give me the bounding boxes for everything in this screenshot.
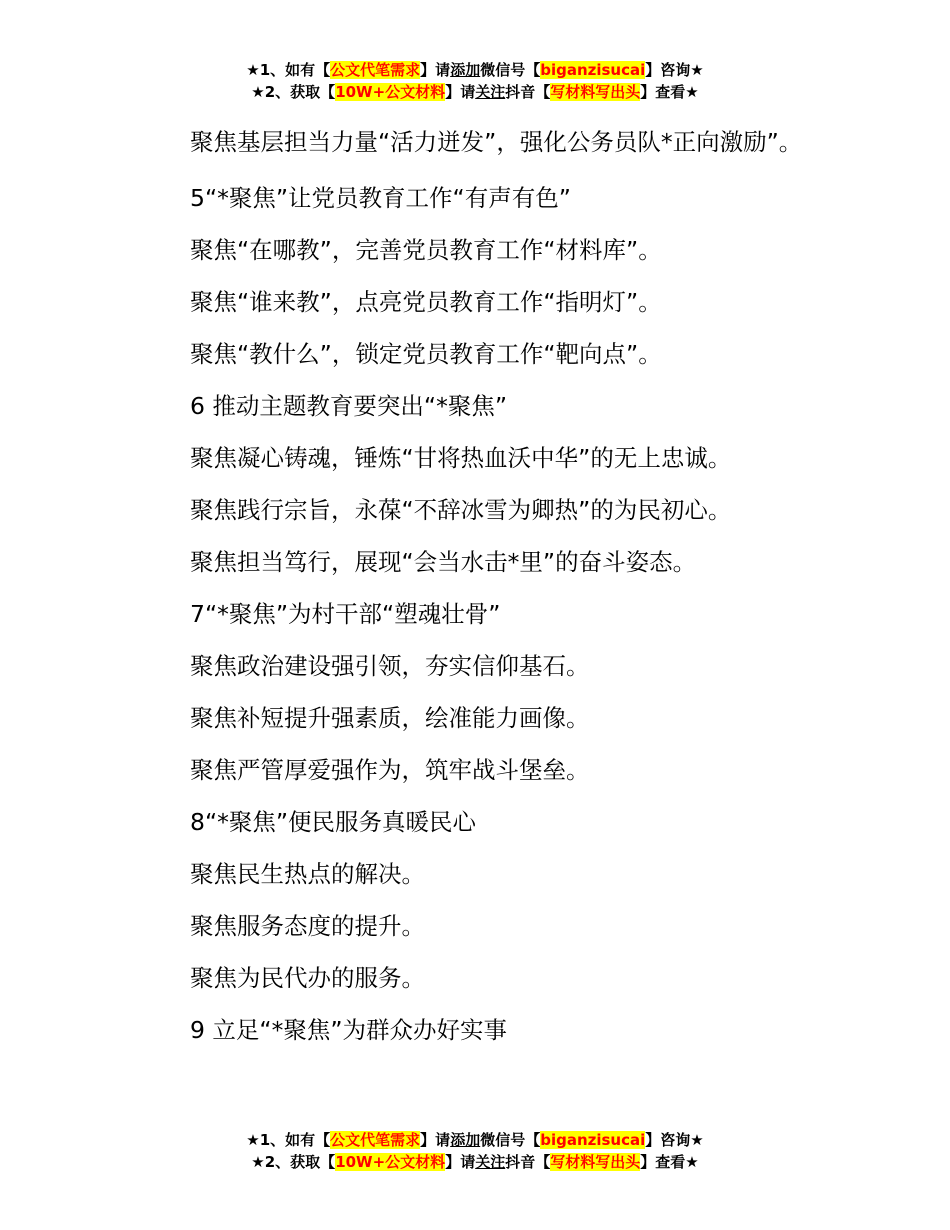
douyin-account: 写材料写出头 (550, 1153, 641, 1171)
underlined-text: 添加 (450, 61, 481, 79)
header-banner (0, 59, 950, 103)
banner-line-1 (0, 1129, 950, 1151)
banner-text: 】请 (445, 1153, 476, 1171)
wechat-id: biganzisucai (540, 1131, 646, 1149)
banner-text: ★1、如有【 (246, 61, 331, 79)
banner-text: 】请 (420, 1131, 451, 1149)
highlight-text: 公文代笔需求 (330, 1131, 421, 1149)
section-heading: 7“*聚焦”为村干部“塑魂壮骨” (190, 600, 501, 628)
banner-text: 微信号【 (480, 1131, 541, 1149)
banner-text: 】咨询★ (645, 1131, 704, 1149)
paragraph: 聚焦“在哪教”，完善党员教育工作“材料库”。 (190, 236, 662, 264)
underlined-text: 关注 (475, 83, 506, 101)
highlight-text: 10W+公文材料 (335, 83, 446, 101)
paragraph: 聚焦民生热点的解决。 (190, 860, 425, 888)
highlight-text: 公文代笔需求 (330, 61, 421, 79)
banner-text: ★2、获取【 (251, 83, 336, 101)
banner-text: 抖音【 (505, 1153, 551, 1171)
paragraph: 聚焦严管厚爱强作为，筑牢战斗堡垒。 (190, 756, 590, 784)
underlined-text: 关注 (475, 1153, 506, 1171)
banner-line-2 (0, 81, 950, 103)
paragraph: 聚焦补短提升强素质，绘准能力画像。 (190, 704, 590, 732)
section-heading: 8“*聚焦”便民服务真暖民心 (190, 808, 477, 836)
paragraph: 聚焦践行宗旨，永葆“不辞冰雪为卿热”的为民初心。 (190, 496, 732, 524)
paragraph: 聚焦基层担当力量“活力迸发”，强化公务员队*正向激励”。 (190, 128, 803, 156)
banner-text: 】查看★ (640, 83, 699, 101)
banner-line-2 (0, 1151, 950, 1173)
banner-line-1 (0, 59, 950, 81)
banner-text: 】请 (420, 61, 451, 79)
banner-text: 】咨询★ (645, 61, 704, 79)
paragraph: 聚焦“谁来教”，点亮党员教育工作“指明灯”。 (190, 288, 662, 316)
footer-banner (0, 1129, 950, 1173)
banner-text: 】请 (445, 83, 476, 101)
banner-text: 抖音【 (505, 83, 551, 101)
wechat-id: biganzisucai (540, 61, 646, 79)
paragraph: 聚焦担当笃行，展现“会当水击*里”的奋斗姿态。 (190, 548, 697, 576)
banner-text: ★1、如有【 (246, 1131, 331, 1149)
paragraph: 聚焦为民代办的服务。 (190, 964, 425, 992)
banner-text: ★2、获取【 (251, 1153, 336, 1171)
section-heading: 6 推动主题教育要突出“*聚焦” (190, 392, 508, 420)
document-body (140, 120, 820, 1056)
highlight-text: 10W+公文材料 (335, 1153, 446, 1171)
banner-text: 】查看★ (640, 1153, 699, 1171)
paragraph: 聚焦“教什么”，锁定党员教育工作“靶向点”。 (190, 340, 662, 368)
paragraph: 聚焦服务态度的提升。 (190, 912, 425, 940)
section-heading: 5“*聚焦”让党员教育工作“有声有色” (190, 184, 571, 212)
underlined-text: 添加 (450, 1131, 481, 1149)
paragraph: 聚焦凝心铸魂，锤炼“甘将热血沃中华”的无上忠诚。 (190, 444, 732, 472)
douyin-account: 写材料写出头 (550, 83, 641, 101)
section-heading: 9 立足“*聚焦”为群众办好实事 (190, 1016, 508, 1044)
banner-text: 微信号【 (480, 61, 541, 79)
paragraph: 聚焦政治建设强引领，夯实信仰基石。 (190, 652, 590, 680)
